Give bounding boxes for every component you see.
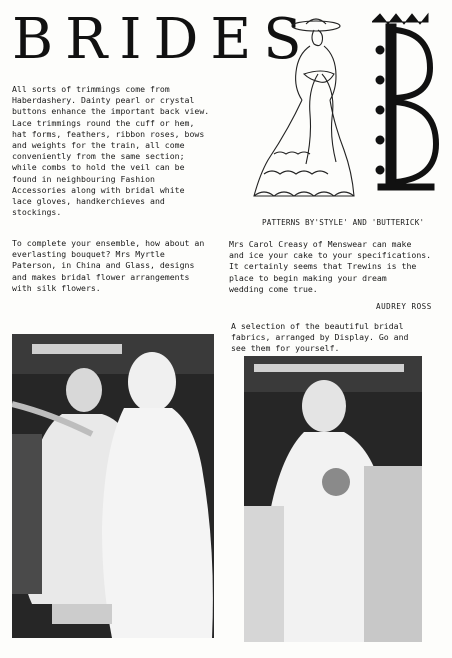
ornamental-b-icon — [372, 10, 440, 196]
intro-paragraph: All sorts of trimmings come from Haberdashery. Dainty pearl or crystal buttons enhance the important back view. Lace trimmings round the cuff or hem, hat forms, feathers, ribbon roses, bows and weights for the train, all come conveniently from the same section; while combs to hold the veil can be found in neighbouring Fashion Accessories along with bridal white lace gloves, handkerchieves and stockings. — [12, 84, 210, 218]
fabrics-paragraph: A selection of the beautiful bridal fabrics, arranged by Display. Go and see them for yourself. — [231, 321, 409, 354]
right-bride-photo — [244, 356, 422, 642]
author-signature: AUDREY ROSS — [376, 302, 432, 311]
left-bride-photo — [12, 334, 214, 638]
bouquet-paragraph: To complete your ensemble, how about an everlasting bouquet? Mrs Myrtle Paterson, in China and Glass, designs and makes bridal flower arrangements with silk flowers. — [12, 238, 205, 293]
patterns-caption: PATTERNS BY'STYLE' AND 'BUTTERICK' — [262, 218, 425, 227]
page-title: BRIDES — [12, 7, 314, 72]
bride-illustration — [244, 14, 372, 210]
cake-paragraph: Mrs Carol Creasy of Menswear can make and ice your cake to your specifications. It certainly seems that Trewins is the place to begin making your dream wedding come true. — [229, 239, 432, 294]
